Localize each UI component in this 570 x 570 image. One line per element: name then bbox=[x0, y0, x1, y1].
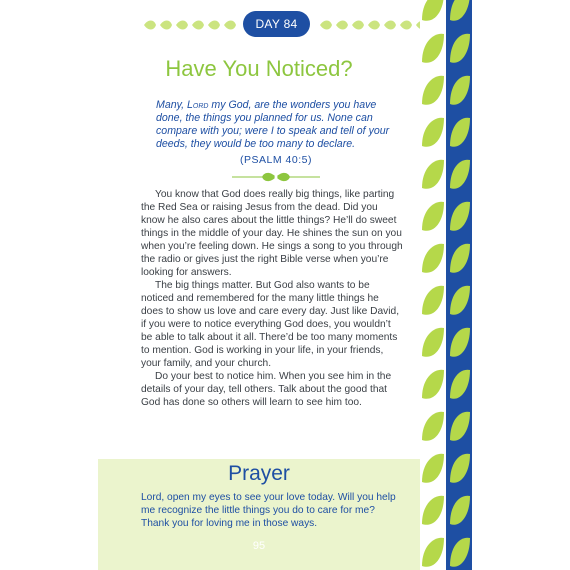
header-leaf-icon bbox=[336, 21, 348, 30]
body-paragraph: You know that God does really big things, like parting the Red Sea or raising Jesus from the dead. Did you know he also cares about the little things? He’ll do sweet things in the middle of your day. He shines the sun on you when you’re feeling down. He sings a song to you through the radio or gives just the right Bible verse when you’re looking for answers. bbox=[141, 189, 403, 278]
header-leaf-icon bbox=[144, 21, 156, 30]
header-leaf-icon bbox=[384, 21, 396, 30]
header-leaf-icon bbox=[160, 21, 172, 30]
vine-leaf-icon bbox=[422, 34, 444, 63]
vine-leaf-icon bbox=[422, 370, 444, 399]
vine-leaf-icon bbox=[422, 244, 444, 273]
verse-text-before: Many, bbox=[156, 99, 188, 111]
vine-leaf-icon bbox=[422, 538, 444, 567]
vine-leaf-icon bbox=[422, 160, 444, 189]
scripture-verse bbox=[156, 99, 396, 151]
verse-lord: Lord bbox=[187, 99, 209, 111]
header-leaf-icon bbox=[176, 21, 188, 30]
prayer-title: Prayer bbox=[228, 462, 290, 485]
page-title: Have You Noticed? bbox=[165, 56, 353, 81]
vine-leaf-icon bbox=[422, 412, 444, 441]
leaf-divider-icon bbox=[230, 170, 322, 184]
vine-leaf-icon bbox=[422, 118, 444, 147]
header-leaf-icon bbox=[352, 21, 364, 30]
leaf-vine-border bbox=[420, 0, 472, 570]
verse-reference: (PSALM 40:5) bbox=[240, 154, 312, 166]
vine-leaf-icon bbox=[422, 0, 444, 21]
vine-leaf-icon bbox=[422, 496, 444, 525]
vine-leaf-icon bbox=[422, 76, 444, 105]
prayer-text: Lord, open my eyes to see your love today. Will you help me recognize the little things you do to care for me? Thank you for loving me in those ways. bbox=[141, 492, 396, 529]
header-leaf-icon bbox=[224, 21, 236, 30]
vine-leaf-icon bbox=[422, 286, 444, 315]
devotional-body bbox=[141, 188, 403, 409]
vine-leaf-icon bbox=[422, 202, 444, 231]
header-leaf-icon bbox=[192, 21, 204, 30]
header-leaf-icon bbox=[400, 21, 412, 30]
header-leaf-icon bbox=[208, 21, 220, 30]
page-number: 95 bbox=[252, 540, 266, 552]
body-paragraph: Do your best to notice him. When you see him in the details of your day, tell others. Talk about the good that God has done so others will learn to see him too. bbox=[141, 371, 392, 408]
vine-leaf-icon bbox=[422, 454, 444, 483]
day-badge: DAY 84 bbox=[243, 11, 310, 37]
header-leaf-icon bbox=[368, 21, 380, 30]
vine-leaf-icon bbox=[422, 328, 444, 357]
body-paragraph: The big things matter. But God also wants to be noticed and remembered for the many little things he does to show us love and care every day. Just like David, if you were to notice everything God does, you wouldn’t be able to talk about it all. There’d be too many moments to mention. God is working in your life, in your friends, your family, and your church. bbox=[141, 280, 400, 369]
verse-text-after: my God, are the wonders you have done, the things you planned for us. None can compare with you; were I to speak and tell of your deeds, they would be too many to declare. bbox=[156, 99, 390, 150]
header-leaf-icon bbox=[320, 21, 332, 30]
